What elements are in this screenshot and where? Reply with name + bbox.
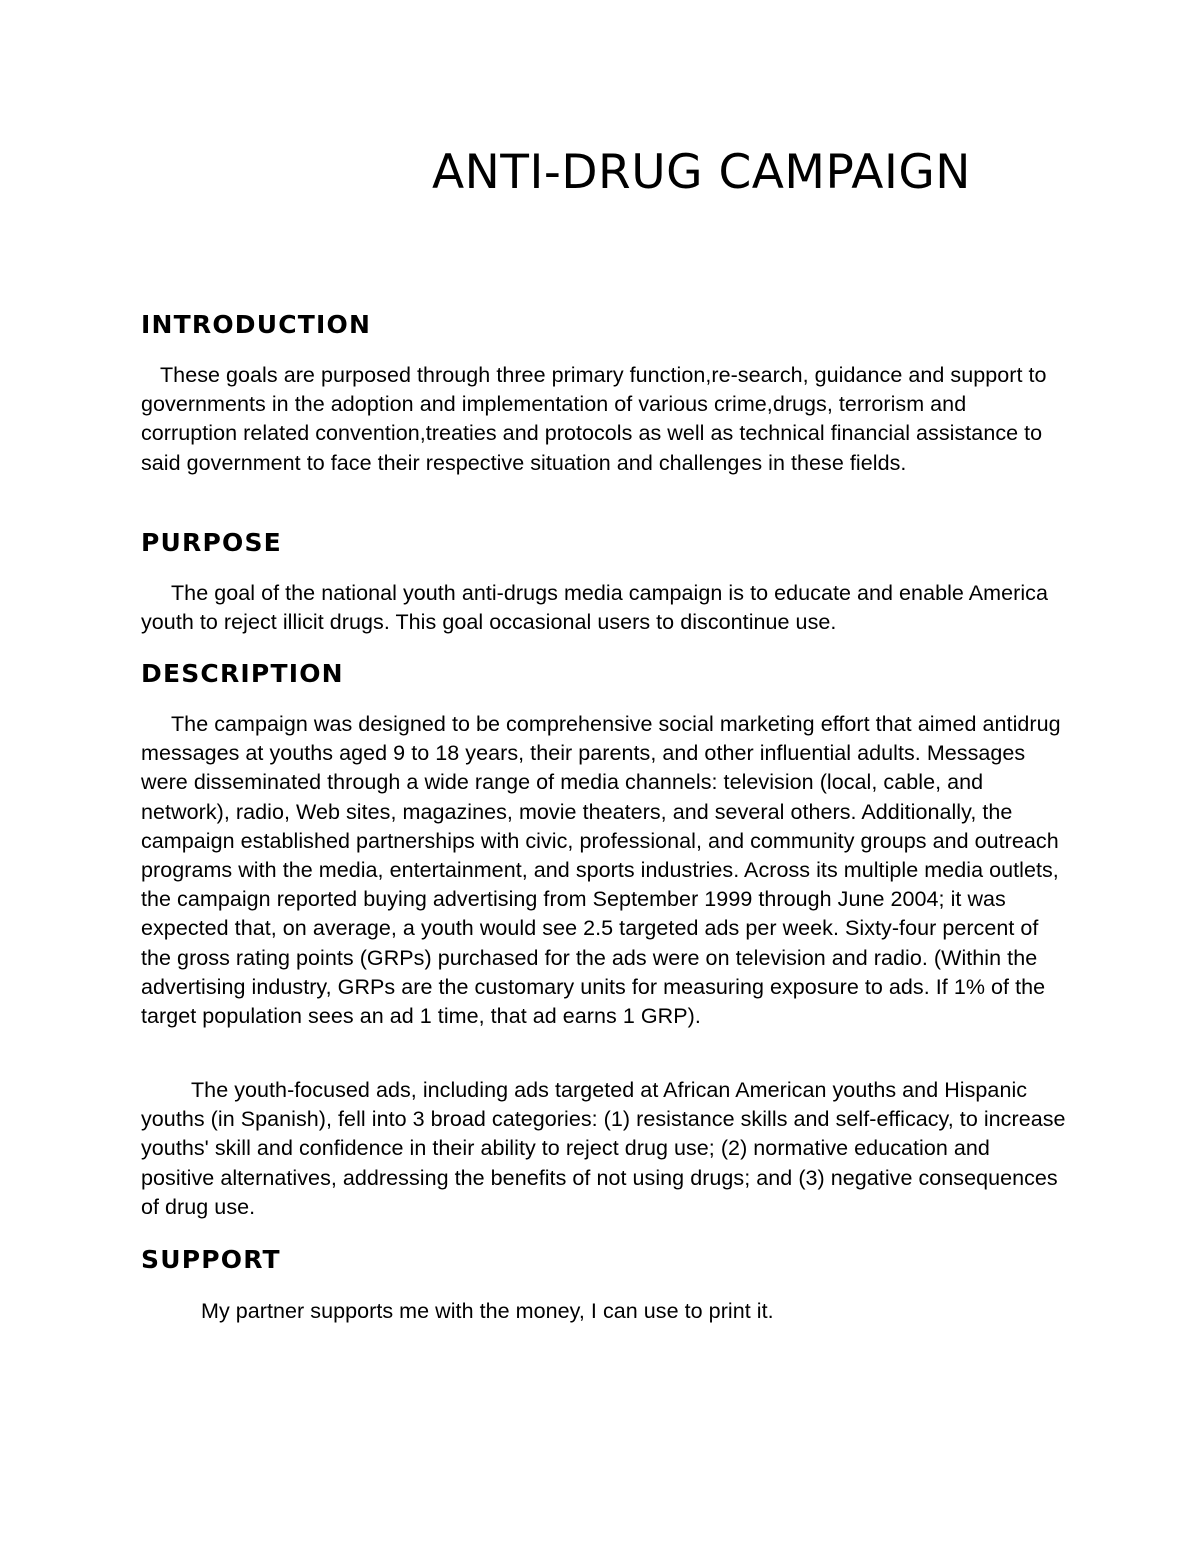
document-title: ANTI-DRUG CAMPAIGN [432,145,971,200]
heading-introduction: INTRODUCTION [141,310,372,339]
description-paragraph-1: The campaign was designed to be comprehensive social marketing effort that aimed antidrug messages at youths aged 9 to 18 years, their parents, and other influential adults. Messages were disseminated through a wide range of media channels: television (local, cable, and network), radio, Web sites, magazines, movie theaters, and several others. Additionally, the campaign established partnerships with civic, professional, and community groups and outreach programs with the media, entertainment, and sports industries. Across its multiple media outlets, the campaign reported buying advertising from September 1999 through June 2004; it was expected that, on average, a youth would see 2.5 targeted ads per week. Sixty-four percent of the gross rating points (GRPs) purchased for the ads were on television and radio. (Within the advertising industry, GRPs are the customary units for measuring exposure to ads. If 1% of the target population sees an ad 1 time, that ad earns 1 GRP). [141,712,1061,1029]
description-paragraph-2: The youth-focused ads, including ads targeted at African American youths and Hispanic youths (in Spanish), fell into 3 broad categories: (1) resistance skills and self-efficacy, to increase youths' skill and confidence in their ability to reject drug use; (2) normative education and positive alternatives, addressing the benefits of not using drugs; and (3) negative consequences of drug use. [141,1078,1066,1219]
heading-support: SUPPORT [141,1245,281,1274]
introduction-paragraph: These goals are purposed through three primary function,re-search, guidance and support to governments in the adoption and implementation of various crime,drugs, terrorism and corruption related convention,treaties and protocols as well as technical financial assistance to said government to face their respective situation and challenges in these fields. [141,363,1047,475]
heading-purpose: PURPOSE [141,528,282,557]
support-paragraph: My partner supports me with the money, I can use to print it. [201,1299,774,1323]
purpose-paragraph: The goal of the national youth anti-drugs media campaign is to educate and enable America youth to reject illicit drugs. This goal occasional users to discontinue use. [141,581,1048,635]
heading-description: DESCRIPTION [141,659,344,688]
